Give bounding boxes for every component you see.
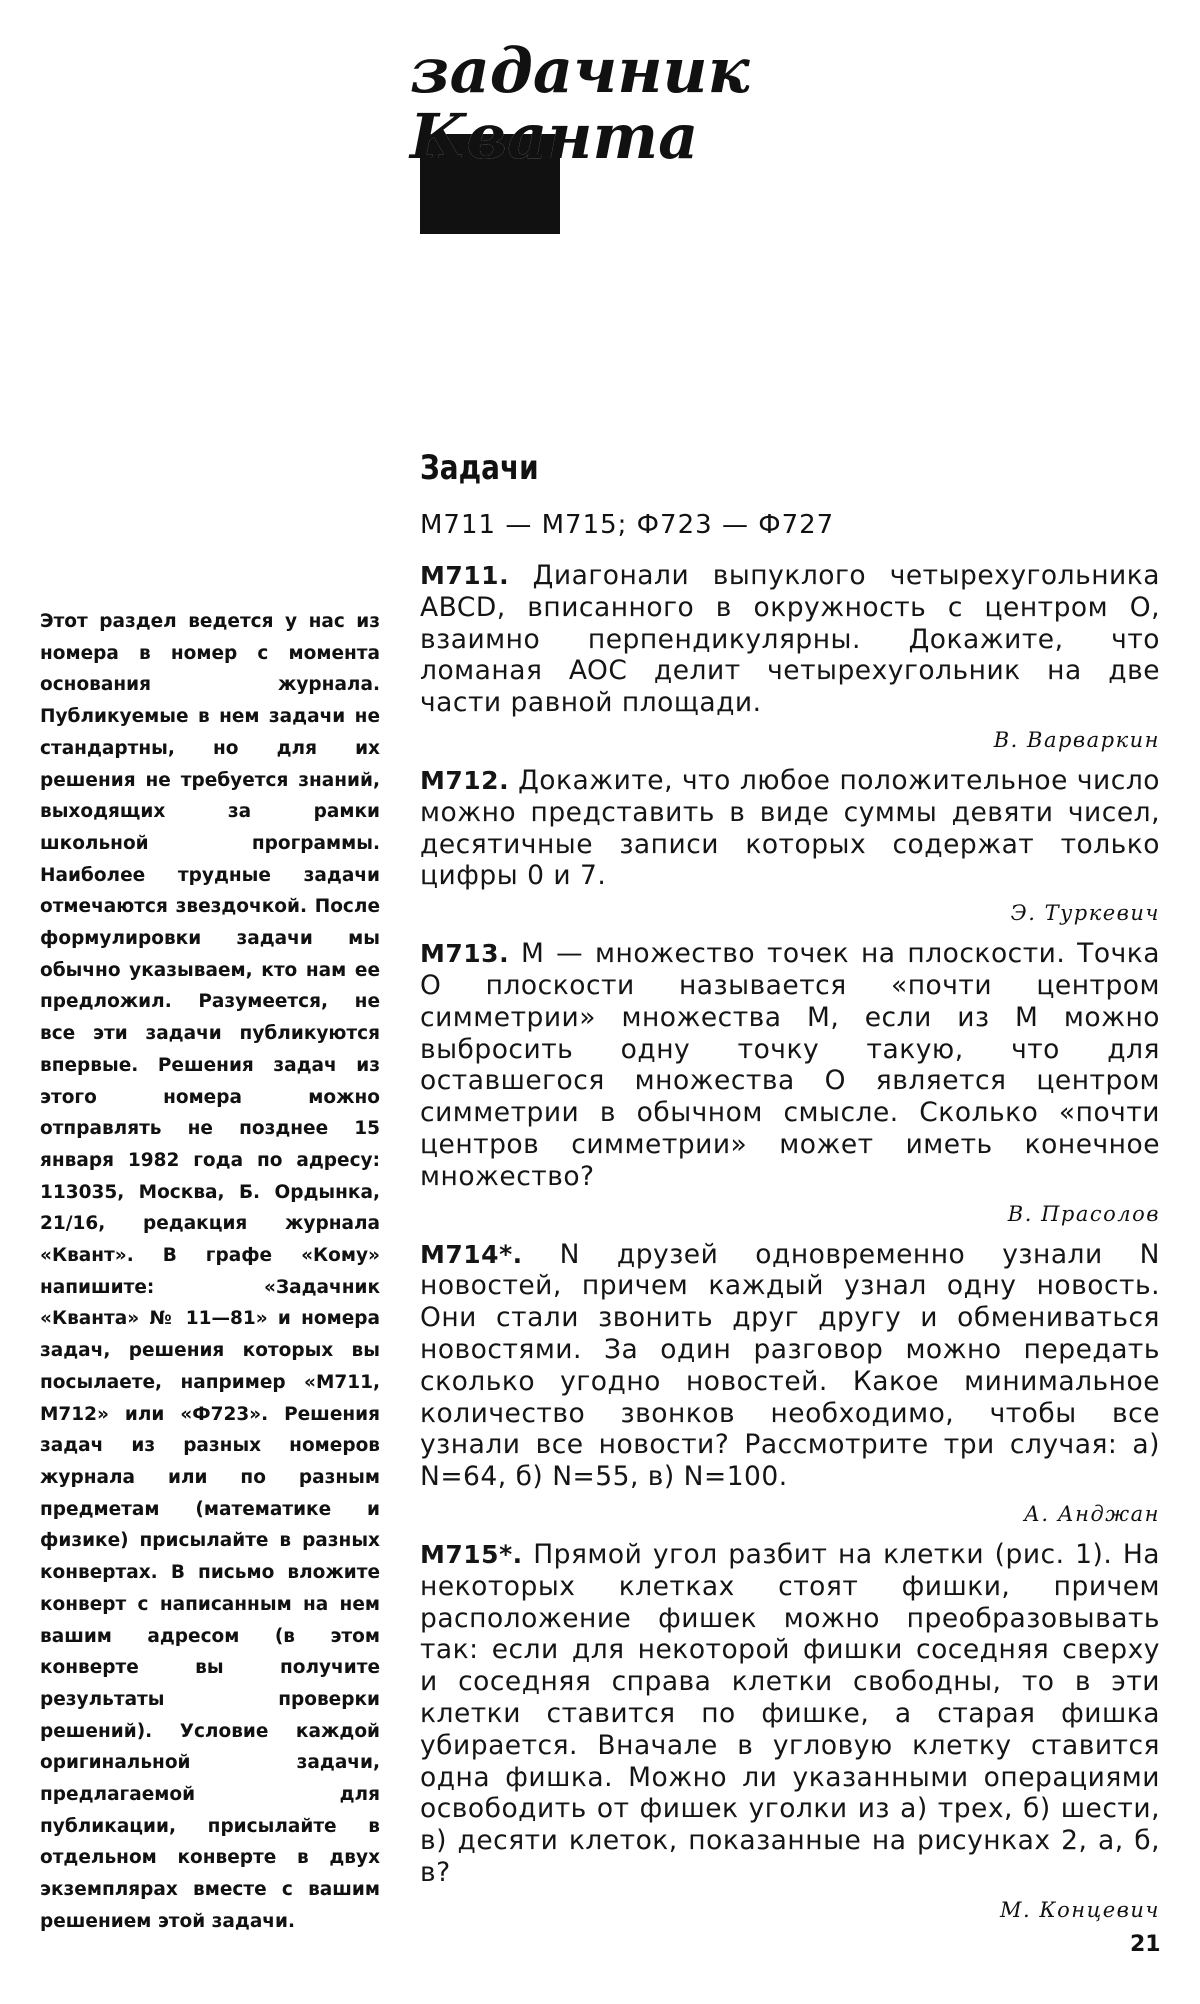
section-title: Задачи bbox=[420, 448, 539, 488]
problem-number: М714*. bbox=[420, 1239, 523, 1269]
header-line-1: задачник bbox=[410, 34, 750, 107]
problem-text: Докажите, что любое положительное число можно представить в виде суммы девяти чисел, десятичные записи которых содержат только цифры 0 и 7. bbox=[420, 764, 1160, 892]
main-column bbox=[420, 448, 1160, 1935]
problem-number: М713. bbox=[420, 939, 510, 969]
problem-author: В. Прасолов bbox=[1007, 1201, 1160, 1226]
problem-number: М712. bbox=[420, 765, 510, 795]
problem-m711 bbox=[420, 560, 1160, 755]
problem-author: В. Варваркин bbox=[993, 727, 1160, 752]
problem-m712 bbox=[420, 765, 1160, 928]
problem-m713 bbox=[420, 938, 1160, 1228]
problem-author: А. Анджан bbox=[1023, 1501, 1160, 1526]
problem-text: Прямой угол разбит на клетки (рис. 1). На некоторых клетках стоят фишки, причем расположение фишек можно преобразовывать так: если для некоторой фишки соседняя сверху и соседняя справа клетки свободны, то в эти клетки ставится по фишке, а старая фишка убирается. Вначале в угловую клетку ставится одна фишка. Можно ли указанными операциями освободить от фишек уголки из а) трех, б) шести, в) десяти клеток, показанные на рисунках 2, а, б, в? bbox=[420, 1538, 1160, 1888]
header-line-2: Кванта bbox=[410, 100, 699, 173]
problem-author: М. Концевич bbox=[1000, 1897, 1160, 1922]
problem-range: М711 — М715; Ф723 — Ф727 bbox=[420, 510, 835, 540]
problem-number: М711. bbox=[420, 561, 510, 590]
problem-author: Э. Туркевич bbox=[1010, 901, 1160, 926]
problem-m714 bbox=[420, 1239, 1160, 1529]
section-header-logo bbox=[410, 34, 850, 173]
sidebar-intro: Этот раздел ведется у нас из номера в номер с момента основания журнала. Публикуемые в нем задачи не стандартны, но для их решения не требуется знаний, выходящих за рамки школьной программы. Наиболее трудные задачи отмечаются звездочкой. После формулировки задачи мы обычно указываем, кто нам ее предложил. Разумеется, не все эти задачи публикуются впервые. Решения задач из этого номера можно отправлять не позднее 15 января 1982 года по адресу: 113035, Москва, Б. Ордынка, 21/16, редакция журнала «Квант». В графе «Кому» напишите: «Задачник «Кванта» № 11—81» и номера задач, решения которых вы посылаете, например «М711, М712» или «Ф723». Решения задач из разных номеров журнала или по разным предметам (математике и физике) присылайте в разных конвертах. В письмо вложите конверт с написанным на нем вашим адресом (в этом конверте вы получите результаты проверки решений). Условие каждой оригинальной задачи, предлагаемой для публикации, присылайте в отдельном конверте в двух экземплярах вместе с вашим решением этой задачи. bbox=[40, 611, 380, 1932]
problem-number: М715*. bbox=[420, 1539, 523, 1569]
problem-text: N друзей одновременно узнали N новостей, причем каждый узнал одну новость. Они стали звонить друг другу и обмениваться новостями. За один разговор можно передать сколько угодно новостей. Какое минимальное количество звонков необходимо, чтобы все узнали все новости? Рассмотрите три случая: а) N=64, б) N=55, в) N=100. bbox=[420, 1238, 1160, 1493]
page-number: 21 bbox=[1130, 1932, 1161, 1957]
problem-m715 bbox=[420, 1539, 1160, 1925]
problem-text: M — множество точек на плоскости. Точка O плоскости называется «почти центром симметрии» множества M, если из M можно выбросить одну точку такую, что для оставшегося множества O является центром симметрии в обычном смысле. Сколько «почти центров симметрии» может иметь конечное множество? bbox=[420, 938, 1160, 1192]
problem-text: Диагонали выпуклого четырехугольника ABCD, вписанного в окружность с центром O, взаимно перпендикулярны. Докажите, что ломаная AOC делит четырехугольник на две части равной площади. bbox=[420, 560, 1160, 719]
